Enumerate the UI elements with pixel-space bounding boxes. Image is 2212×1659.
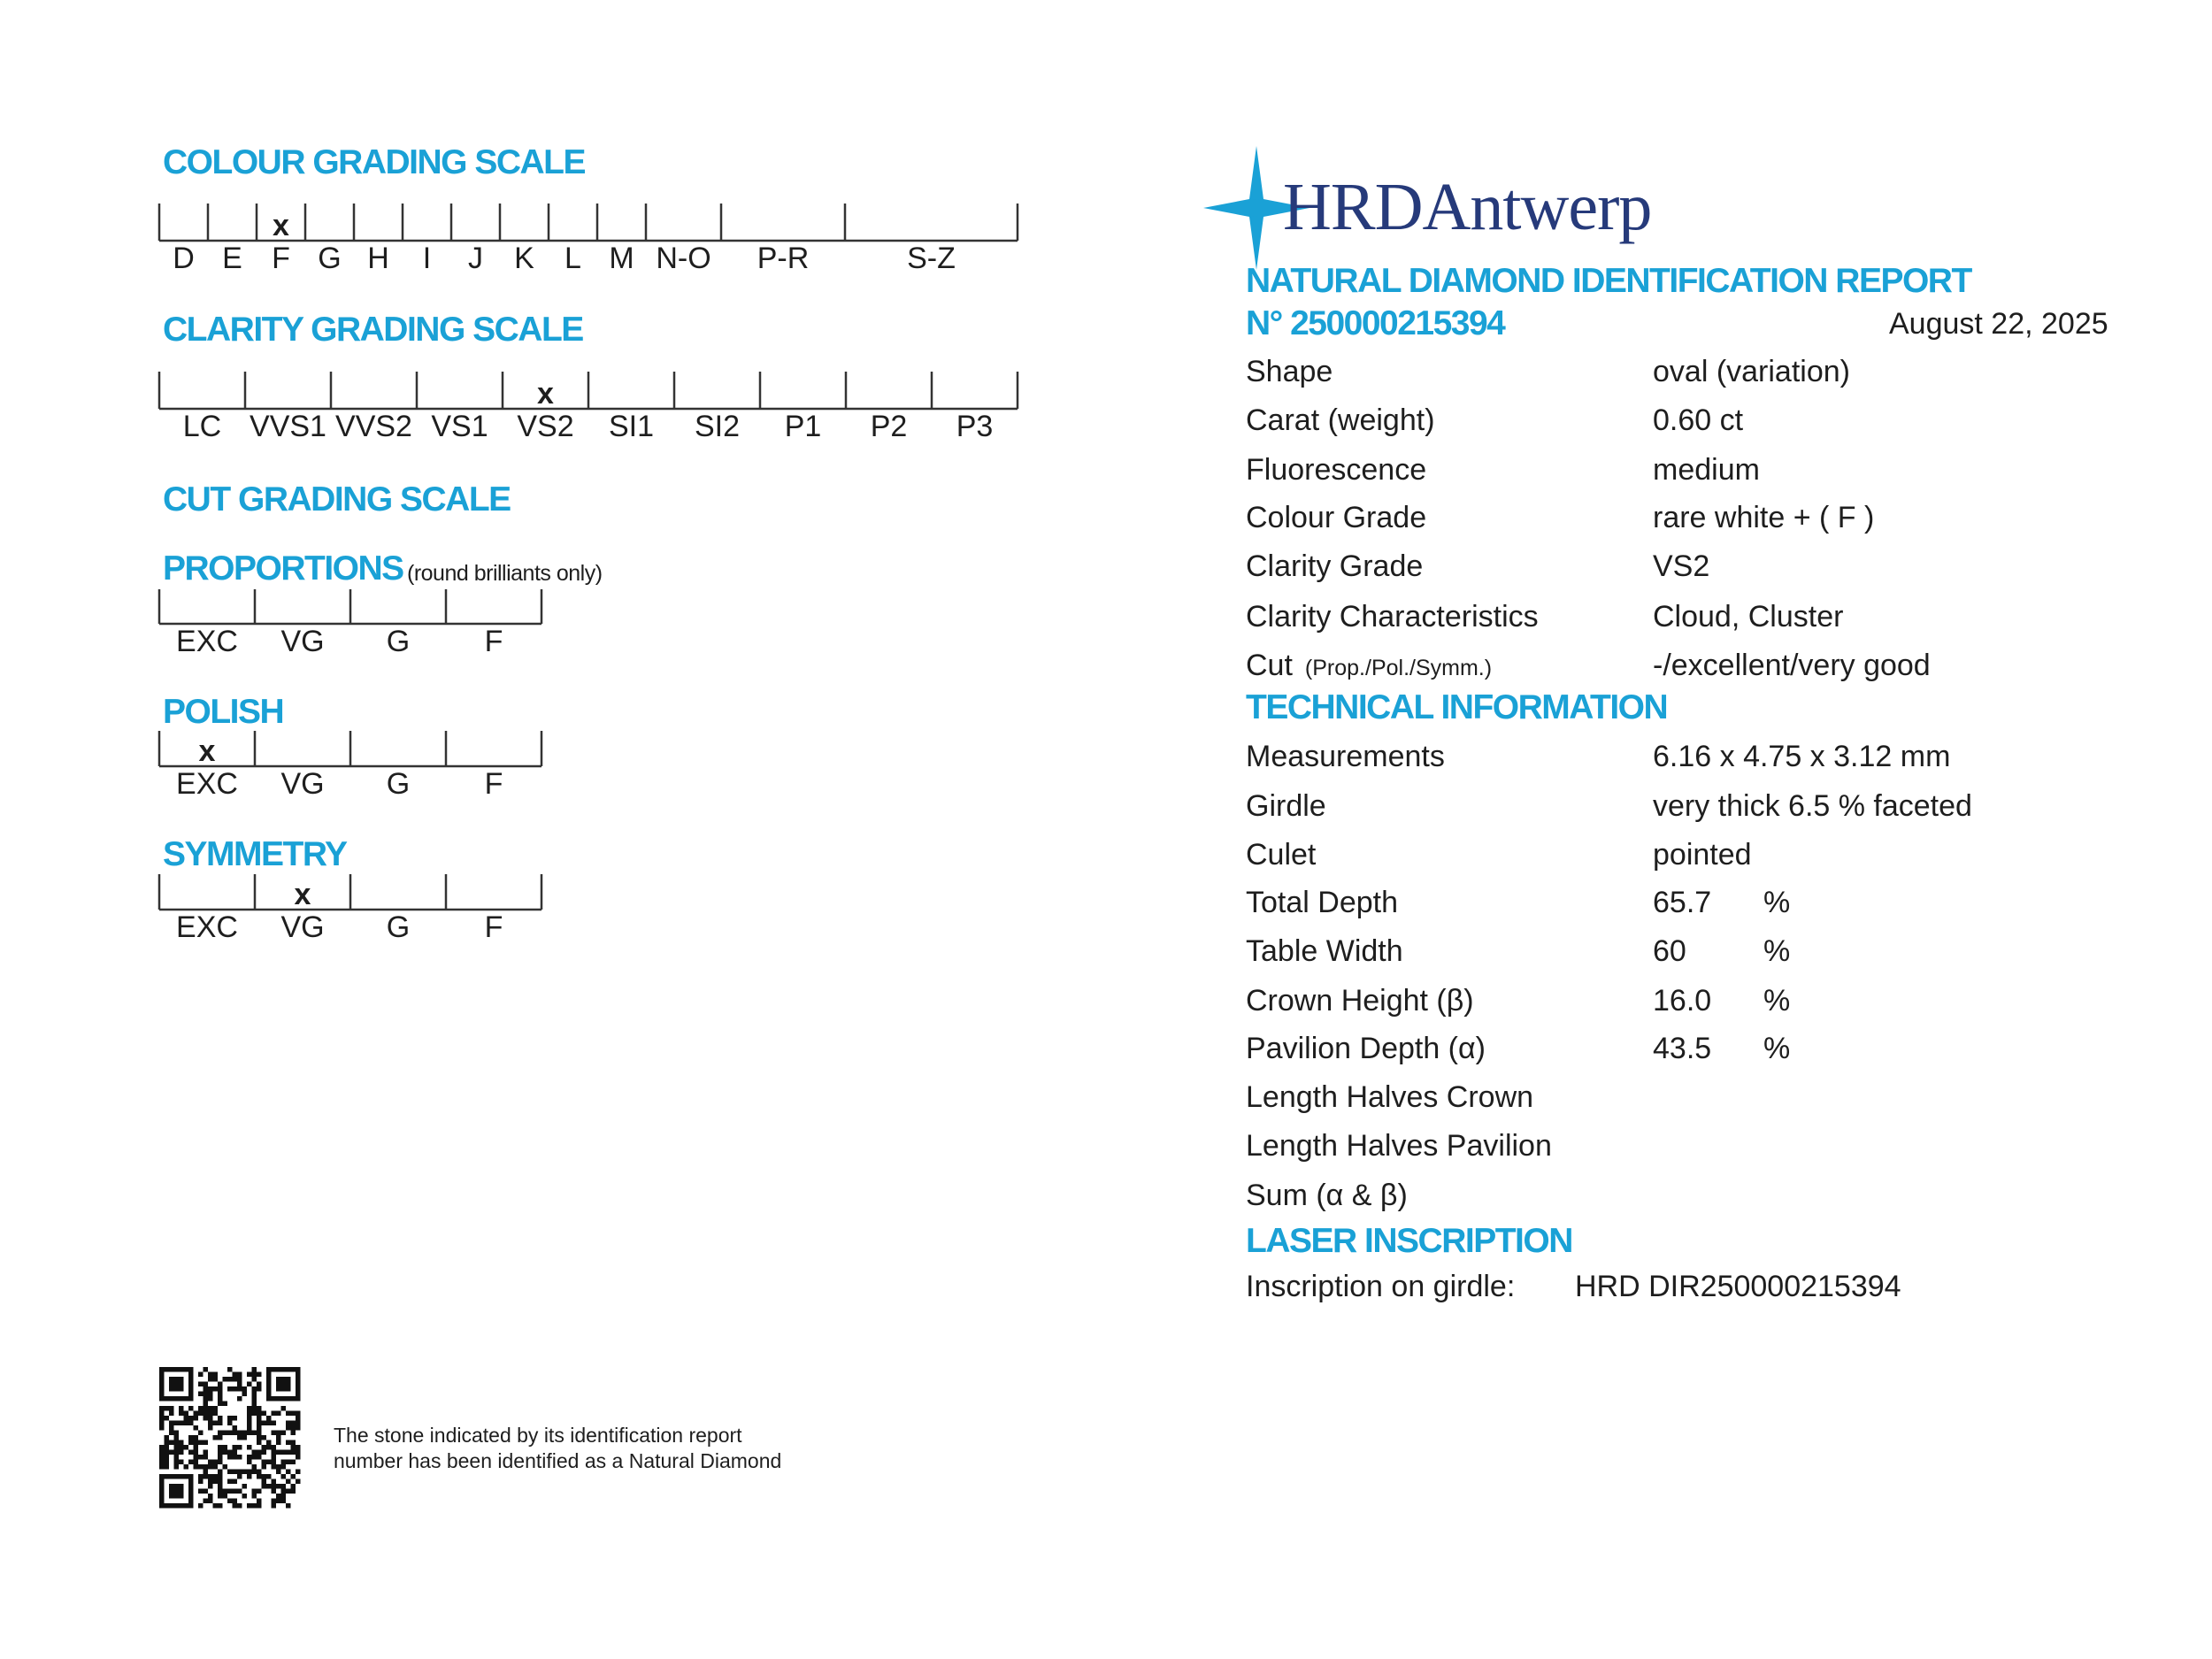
grade-label: I [422,242,432,275]
grade-label: S-Z [907,242,956,275]
qr-code-icon [159,1367,301,1517]
carat-label: Carat (weight) [1246,403,1435,437]
crown-height-unit: % [1763,984,1791,1018]
table-width-unit: % [1763,934,1791,968]
grade-mark: x [273,209,289,242]
cut-label-text: Cut [1246,649,1293,682]
clarity-characteristics-label: Clarity Characteristics [1246,600,1539,634]
grade-mark: x [294,878,311,911]
grade-label: LC [182,410,222,443]
cut-label [1246,650,1492,680]
grade-label: D [173,242,195,275]
grade-label: F [484,910,503,944]
grade-label: N-O [656,242,711,275]
colour-scale-title: COLOUR GRADING SCALE [163,143,585,181]
grade-label: H [367,242,389,275]
grade-label: L [565,242,581,275]
grade-label: G [386,910,411,944]
grade-label: EXC [176,625,238,658]
grade-mark: x [198,734,216,768]
proportions-note: (round brilliants only) [407,561,603,586]
grade-label: P3 [956,410,994,443]
grade-label: F [484,625,503,658]
symmetry-scale [150,860,593,966]
colour-grade-value: rare white + ( F ) [1653,501,1875,534]
culet-value: pointed [1653,838,1752,872]
colour-grading-scale [150,177,1035,319]
grade-label: VG [280,625,325,658]
grade-label: SI1 [608,410,655,443]
laser-title: LASER INSCRIPTION [1246,1222,1572,1260]
polish-scale [150,717,593,823]
report-title: NATURAL DIAMOND IDENTIFICATION REPORT [1246,262,1971,300]
grade-label: E [222,242,242,275]
clarity-scale-title: CLARITY GRADING SCALE [163,311,583,349]
grade-label: VG [280,910,325,944]
report-number: N° 250000215394 [1246,304,1505,342]
grade-label: VG [280,767,325,801]
grade-label: F [484,767,503,801]
symmetry-title: SYMMETRY [163,835,347,873]
grade-mark: x [537,377,554,411]
fluorescence-value: medium [1653,453,1760,487]
inscription-value: HRD DIR250000215394 [1575,1270,1901,1303]
identification-note: The stone indicated by its identification report number has been identified as a Natural Diamond [334,1424,782,1472]
total-depth-label: Total Depth [1246,886,1398,919]
measurements-value: 6.16 x 4.75 x 3.12 mm [1653,740,1951,773]
carat-value: 0.60 ct [1653,403,1744,437]
length-halves-crown-label: Length Halves Crown [1246,1080,1534,1114]
grade-label: F [272,242,290,275]
fluorescence-label: Fluorescence [1246,453,1427,487]
hrd-antwerp-logo: HRDAntwerp [1283,170,1652,244]
girdle-value: very thick 6.5 % faceted [1653,789,1972,823]
grade-label: K [514,242,534,275]
grade-label: VVS1 [250,410,326,443]
table-width-value: 60 [1653,934,1686,968]
grade-label: VVS2 [335,410,412,443]
polish-title: POLISH [163,693,284,731]
proportions-scale [150,575,593,681]
shape-value: oval (variation) [1653,355,1850,388]
inscription-label: Inscription on girdle: [1246,1270,1516,1303]
girdle-label: Girdle [1246,789,1326,823]
clarity-characteristics-value: Cloud, Cluster [1653,600,1844,634]
cut-scale-title: CUT GRADING SCALE [163,480,511,518]
grade-label: P2 [870,410,908,443]
clarity-grade-value: VS2 [1653,549,1710,583]
grade-label: SI2 [694,410,741,443]
crown-height-value: 16.0 [1653,984,1712,1018]
pavilion-depth-label: Pavilion Depth (α) [1246,1032,1486,1065]
grade-label: EXC [176,910,238,944]
proportions-title: PROPORTIONS [163,549,403,588]
grade-label: G [386,625,411,658]
grade-label: EXC [176,767,238,801]
total-depth-value: 65.7 [1653,886,1712,919]
measurements-label: Measurements [1246,740,1445,773]
culet-label: Culet [1246,838,1317,872]
grade-label: G [318,242,342,275]
cut-value: -/excellent/very good [1653,649,1931,682]
grade-label: M [609,242,634,275]
total-depth-unit: % [1763,886,1791,919]
pavilion-depth-unit: % [1763,1032,1791,1065]
grade-label: G [386,767,411,801]
report-date: August 22, 2025 [1889,307,2108,341]
grade-label: J [468,242,483,275]
crown-height-label: Crown Height (β) [1246,984,1474,1018]
length-halves-pavilion-label: Length Halves Pavilion [1246,1129,1552,1163]
grade-label: P1 [784,410,822,443]
technical-title: TECHNICAL INFORMATION [1246,688,1668,726]
clarity-grade-label: Clarity Grade [1246,549,1424,583]
grade-label: VS2 [517,410,574,443]
shape-label: Shape [1246,355,1333,388]
cut-label-note: (Prop./Pol./Symm.) [1304,656,1493,680]
pavilion-depth-value: 43.5 [1653,1032,1712,1065]
grade-label: P-R [757,242,810,275]
sum-angles-label: Sum (α & β) [1246,1179,1408,1212]
colour-grade-label: Colour Grade [1246,501,1427,534]
grade-label: VS1 [431,410,488,443]
clarity-grading-scale [150,345,1035,487]
table-width-label: Table Width [1246,934,1403,968]
